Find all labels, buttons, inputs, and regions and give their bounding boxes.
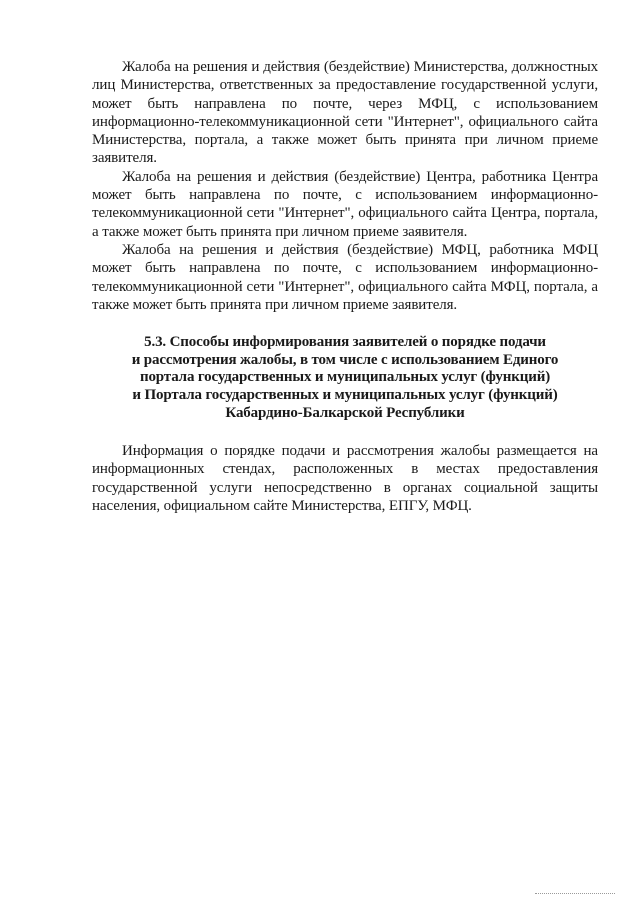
paragraph-mfc-complaint: Жалоба на решения и действия (бездействие) МФЦ, работника МФЦ может быть направлена по почте, с использованием информационно-телекоммуникационной сети "Интернет", официального сайта МФЦ, портала, а также может быть принята при личном приеме заявителя. (92, 241, 598, 313)
section-heading-line: Кабардино-Балкарской Республики (225, 404, 465, 421)
paragraph-information-placement: Информация о порядке подачи и рассмотрения жалобы размещается на информационных стендах, расположенных в местах предоставления государственной услуги непосредственно в органах социальной защиты населения, официальном сайте Министерства, ЕПГУ, МФЦ. (92, 443, 598, 515)
section-heading-line: 5.3. Способы информирования заявителей о порядке подачи (144, 334, 546, 351)
page-edge-mark (535, 893, 615, 896)
document-content (92, 58, 598, 515)
section-heading-line: и Портала государственных и муниципальных услуг (функций) (132, 386, 558, 403)
paragraph-ministry-complaint: Жалоба на решения и действия (бездействие) Министерства, должностных лиц Министерства, ответственных за предоставление государственной услуги, может быть направлена по почте, через МФЦ, с использованием информационно-телекоммуникационной сети "Интернет", официального сайта Министерства, портала, а также может быть принята при личном приеме заявителя. (92, 59, 598, 167)
section-heading-line: портала государственных и муниципальных услуг (функций) (139, 369, 551, 386)
spacer (92, 422, 598, 442)
paragraph-center-complaint: Жалоба на решения и действия (бездействие) Центра, работника Центра может быть направлена по почте, с использованием информационно-телекоммуникационной сети "Интернет", официального сайта Центра, портала, а также может быть принята при личном приеме заявителя. (92, 168, 598, 240)
section-heading (92, 334, 598, 422)
section-heading-line: и рассмотрения жалобы, в том числе с использованием Единого (131, 351, 559, 368)
